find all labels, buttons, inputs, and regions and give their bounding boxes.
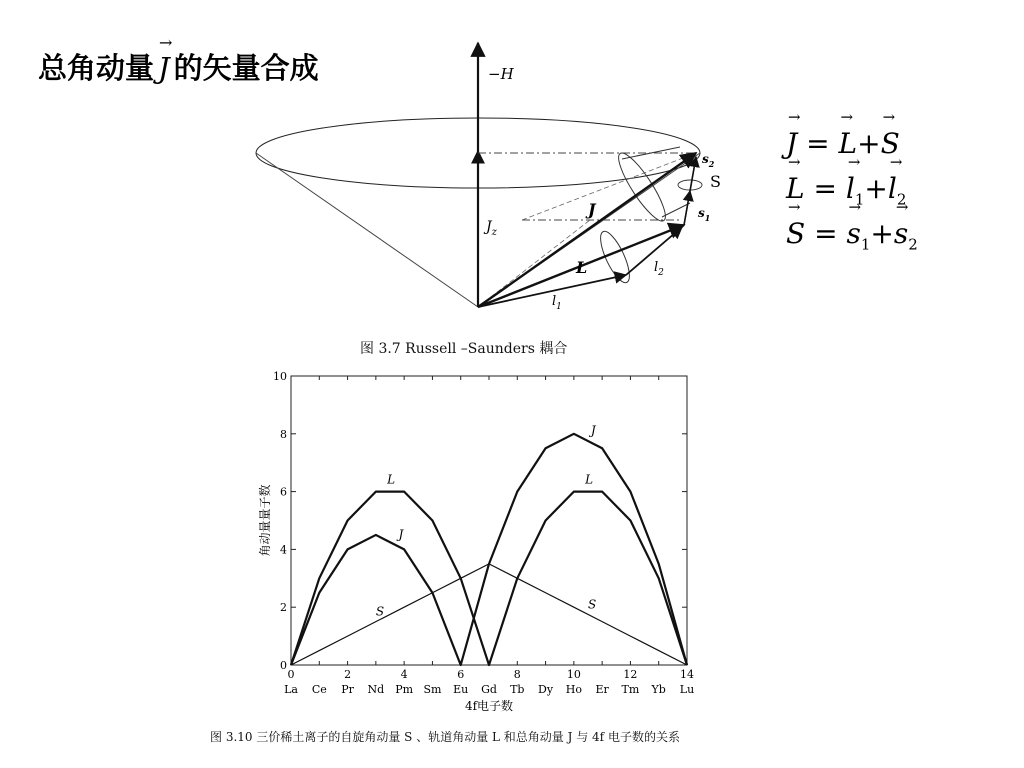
formula-s-eq: = bbox=[814, 216, 838, 250]
formula-l-t1: → l bbox=[846, 167, 855, 212]
series-label-J: J bbox=[590, 423, 596, 438]
formula-s-sub1: 1 bbox=[860, 235, 871, 254]
element-label: Nd bbox=[367, 683, 385, 696]
formula-l-lhs: → L bbox=[786, 167, 805, 212]
s-label: S bbox=[710, 172, 721, 191]
formula-s-plus: + bbox=[870, 216, 894, 250]
series-line-L bbox=[291, 492, 687, 665]
formula-s-t1: → s bbox=[846, 212, 860, 257]
y-tick-label: 6 bbox=[280, 485, 287, 499]
element-label: Gd bbox=[481, 683, 497, 696]
formula-j-t1: → L bbox=[839, 122, 858, 167]
s1-label: $s_1$ bbox=[698, 206, 711, 223]
formula-l-sub1: 1 bbox=[854, 190, 865, 209]
vector-coupling-figure bbox=[250, 35, 730, 315]
l2-label: $l_2$ bbox=[654, 260, 664, 278]
element-label: La bbox=[284, 683, 298, 696]
formula-s bbox=[786, 212, 918, 257]
x-tick-label: 14 bbox=[680, 668, 694, 681]
x-tick-label: 12 bbox=[623, 668, 638, 681]
s-precession-top bbox=[612, 148, 672, 226]
formula-j-plus: + bbox=[857, 127, 881, 160]
j-label: J bbox=[588, 200, 596, 219]
element-label: Yb bbox=[651, 683, 666, 696]
x-axis-label: 4f电子数 bbox=[464, 699, 514, 713]
l-label: L bbox=[576, 258, 588, 277]
series-label-L: L bbox=[585, 472, 594, 487]
x-tick-label: 0 bbox=[287, 668, 295, 681]
y-tick-label: 10 bbox=[273, 370, 287, 383]
y-tick-label: 8 bbox=[280, 427, 287, 441]
s2-label: $s_2$ bbox=[702, 152, 715, 169]
x-tick-label: 2 bbox=[344, 668, 352, 681]
title-vector-j: → J bbox=[154, 51, 174, 85]
y-tick-label: 4 bbox=[280, 543, 287, 557]
element-label: Ho bbox=[565, 683, 582, 696]
element-label: Dy bbox=[538, 683, 554, 696]
jz-label: $J_z$ bbox=[486, 219, 497, 238]
formula-j-eq: = bbox=[806, 127, 830, 160]
formula-s-t2: → s bbox=[894, 212, 908, 257]
figure-37-caption: 图 3.7 Russell –Saunders 耦合 bbox=[360, 341, 568, 357]
y-axis-label: 角动量量子数 bbox=[258, 484, 272, 557]
formula-l-t2: → l bbox=[888, 167, 897, 212]
series-label-L: L bbox=[387, 472, 396, 487]
element-label: Eu bbox=[453, 683, 469, 696]
series-line-S bbox=[291, 564, 687, 665]
element-label: Tb bbox=[510, 683, 525, 696]
formula-j-lhs: → J bbox=[786, 122, 797, 167]
x-tick-label: 4 bbox=[400, 668, 408, 681]
formula-l-eq: = bbox=[813, 171, 837, 205]
title-prefix: 总角动量 bbox=[38, 51, 155, 85]
cone-left-edge bbox=[256, 153, 478, 307]
figure-310-caption: 图 3.10 三价稀土离子的自旋角动量 S 、轨道角动量 L 和总角动量 J 与 4f 电子数的关系 bbox=[210, 730, 680, 744]
element-label: Pr bbox=[341, 683, 354, 696]
element-label: Pm bbox=[395, 683, 414, 696]
title-suffix: 的矢量合成 bbox=[173, 51, 319, 85]
angular-momentum-chart bbox=[255, 368, 705, 720]
series-label-S: S bbox=[588, 597, 597, 612]
series-label-S: S bbox=[375, 604, 385, 619]
y-tick-label: 2 bbox=[280, 601, 287, 615]
formula-l-plus: + bbox=[864, 171, 888, 205]
formula-l-sub2: 2 bbox=[896, 190, 907, 209]
series-label-J: J bbox=[398, 527, 404, 542]
vector-formulas bbox=[786, 122, 918, 256]
element-label: Er bbox=[595, 683, 609, 696]
formula-j-t2: → S bbox=[881, 122, 900, 167]
l1-label: $l_1$ bbox=[552, 294, 562, 312]
h-label: −H bbox=[488, 65, 514, 83]
x-tick-label: 10 bbox=[566, 668, 581, 681]
element-label: Tm bbox=[621, 683, 640, 696]
plot-frame bbox=[291, 376, 687, 665]
element-label: Ce bbox=[311, 683, 327, 696]
series-line-J bbox=[291, 434, 687, 665]
element-label: Sm bbox=[423, 683, 442, 696]
s-vector bbox=[684, 157, 696, 225]
x-tick-label: 6 bbox=[457, 668, 465, 681]
y-tick-label: 0 bbox=[280, 659, 287, 672]
x-tick-label: 8 bbox=[513, 668, 521, 681]
formula-s-sub2: 2 bbox=[908, 235, 918, 254]
formula-s-lhs: → S bbox=[786, 212, 805, 257]
element-label: Lu bbox=[679, 683, 695, 696]
